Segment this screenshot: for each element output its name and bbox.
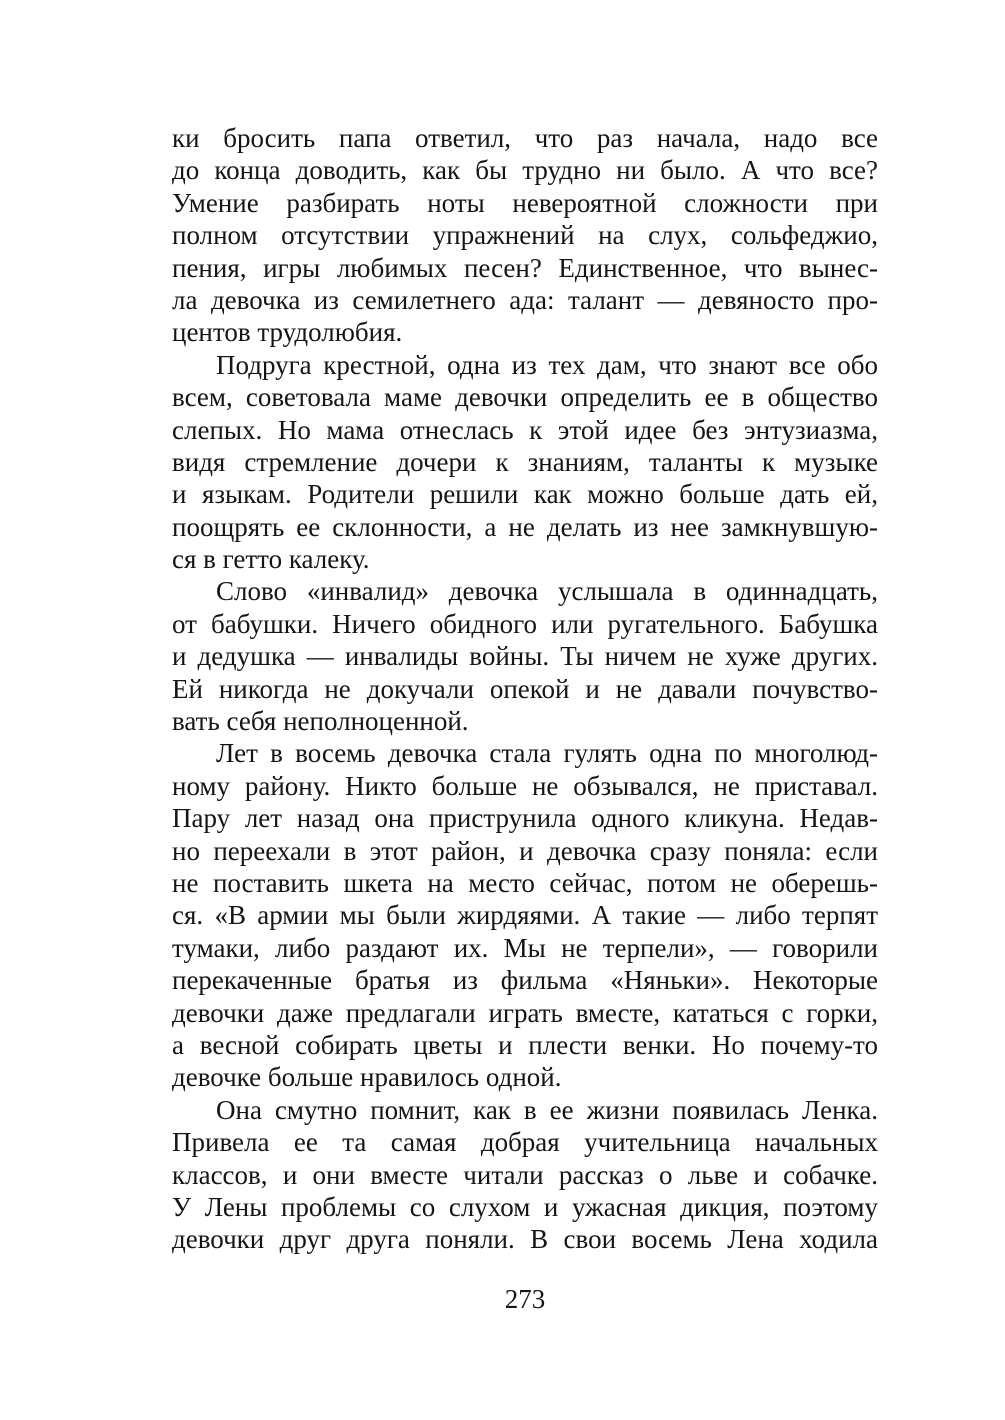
text-line: полном отсутствии упражнений на слух, сольфеджио, <box>172 220 878 251</box>
page-number: 273 <box>504 1284 546 1314</box>
text-line: Она смутно помнит, как в ее жизни появилась Ленка. <box>216 1094 878 1125</box>
text-line: ся в гетто калеку. <box>172 544 370 575</box>
text-line: девочки даже предлагали играть вместе, кататься с горки, <box>172 997 878 1028</box>
text-line: Слово «инвалид» девочка услышала в одиннадцать, <box>216 576 878 607</box>
text-line: ла девочка из семилетнего ада: талант — девяносто про- <box>172 284 878 315</box>
text-line: Ей никогда не докучали опекой и не давали почувство- <box>172 673 878 704</box>
text-line: и языкам. Родители решили как можно больше дать ей, <box>172 479 878 510</box>
text-line: Привела ее та самая добрая учительница начальных <box>172 1127 878 1158</box>
text-line: ному району. Никто больше не обзывался, не приставал. <box>172 770 878 801</box>
text-line: слепых. Но мама отнеслась к этой идее без энтузиазма, <box>172 414 878 445</box>
text-line: но переехали в этот район, и девочка сразу поняла: если <box>172 835 878 866</box>
text-line: Умение разбирать ноты невероятной сложности при <box>172 187 878 218</box>
text-line: от бабушки. Ничего обидного или ругательного. Бабушка <box>172 608 878 639</box>
text-line: и дедушка — инвалиды войны. Ты ничем не хуже других. <box>172 641 878 672</box>
text-line: ки бросить папа ответил, что раз начала, надо все <box>172 123 878 153</box>
text-line: классов, и они вместе читали рассказ о льве и собачке. <box>172 1159 878 1190</box>
text-line: не поставить шкета на место сейчас, потом не оберешь- <box>172 867 878 898</box>
text-line: Пару лет назад она приструнила одного кликуна. Недав- <box>172 803 878 834</box>
text-line: тумаки, либо раздают их. Мы не терпели», — говорили <box>172 932 878 963</box>
text-line: девочке больше нравилось одной. <box>172 1062 562 1093</box>
text-block <box>172 122 878 1256</box>
text-line: всем, советовала маме девочки определить ее в общество <box>172 382 878 413</box>
text-line: Подруга крестной, одна из тех дам, что знают все обо <box>216 349 878 380</box>
text-line: центов трудолюбия. <box>172 317 403 348</box>
text-line: Лет в восемь девочка стала гулять одна по многолюд- <box>216 738 878 769</box>
text-line: вать себя неполноценной. <box>172 706 469 737</box>
text-line: поощрять ее склонности, а не делать из нее замкнувшую- <box>172 511 878 542</box>
text-line: девочки друг друга поняли. В свои восемь Лена ходила <box>172 1224 878 1255</box>
text-line: видя стремление дочери к знаниям, таланты к музыке <box>172 446 878 477</box>
text-line: до конца доводить, как бы трудно ни было. А что все? <box>172 155 878 186</box>
text-line: У Лены проблемы со слухом и ужасная дикция, поэтому <box>172 1191 878 1222</box>
text-line: перекаченные братья из фильма «Няньки». Некоторые <box>172 965 878 996</box>
text-line: пения, игры любимых песен? Единственное, что вынес- <box>172 252 878 283</box>
text-line: ся. «В армии мы были жирдяями. А такие — либо терпят <box>172 900 878 931</box>
text-line: а весной собирать цветы и плести венки. Но почему-то <box>172 1029 878 1060</box>
